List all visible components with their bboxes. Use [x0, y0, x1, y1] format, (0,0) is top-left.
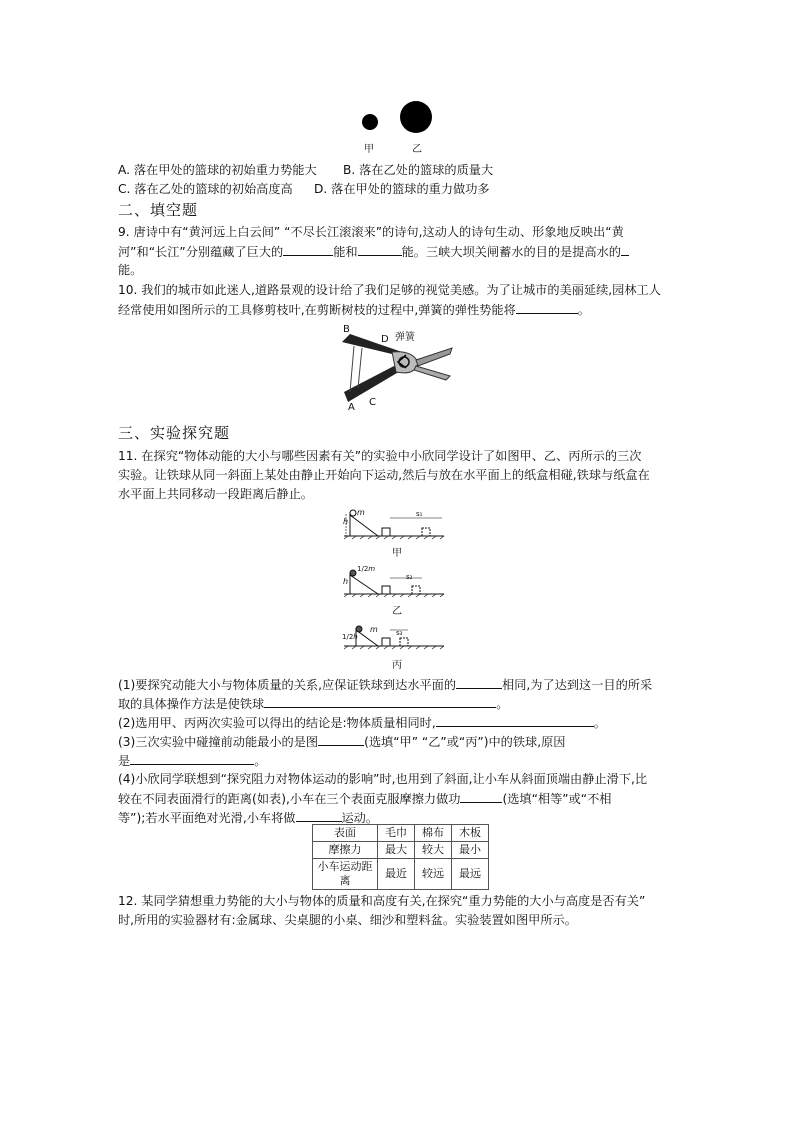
q11-line-1: 11. 在探究“物体动能的大小与哪些因素有关”的实验中小欣同学设计了如图甲、乙、丙所示的三次 [118, 449, 642, 463]
q12-line-1: 12. 某同学猜想重力势能的大小与物体的质量和高度有关,在探究“重力势能的大小与高度是否有关” [118, 894, 646, 908]
q11-line-3: 水平面上共同移动一段距离后静止。 [118, 487, 313, 501]
fig8-label-jia: 甲 [364, 144, 374, 155]
fig10-label-a: A [348, 402, 355, 413]
fig10-label-d: D [381, 334, 389, 345]
ball-mark-yi [400, 101, 432, 133]
q11-p4-line-2: 较在不同表面滑行的距离(如表),小车在三个表面克服摩擦力做功 (选填“相等”或“不相 [118, 789, 683, 809]
q9-line-3: 能。 [118, 263, 143, 277]
fig8-label-yi: 乙 [412, 144, 422, 155]
ball-mark-jia [362, 114, 378, 130]
section-heading-fill-blank: 二、填空题 [118, 201, 199, 219]
fig11-yi-h: h [343, 577, 349, 586]
q12-line-2: 时,所用的实验器材有:金属球、尖桌腿的小桌、细沙和塑料盆。实验装置如图甲所示。 [118, 913, 577, 927]
q9-blank-2[interactable] [358, 242, 402, 256]
table-cell: 最大 [378, 842, 415, 859]
q8-option-b: B. 落在乙处的篮球的质量大 [343, 163, 494, 177]
fig11-label-bing: 丙 [392, 660, 402, 671]
q9-line-2: 河”和“长江”分别蕴藏了巨大的 能和 能。三峡大坝关闸蓄水的目的是提高水的 [118, 242, 683, 262]
q11-p1-blank-2[interactable] [264, 694, 496, 708]
q11-p3-line-1: (3)三次实验中碰撞前动能最小的是图 (选填“甲” “乙”或“丙”)中的铁球,原因 [118, 732, 683, 752]
q11-p3-blank-2[interactable] [130, 751, 254, 765]
table-cell: 棉布 [415, 825, 452, 842]
fig11-label-jia: 甲 [392, 548, 402, 559]
q9-blank-3[interactable] [621, 242, 629, 256]
q11-p1-line-1: (1)要探究动能大小与物体质量的关系,应保证铁球到达水平面的 相同,为了达到这一目的所采 [118, 675, 683, 695]
q11-p1-blank-1[interactable] [456, 675, 502, 689]
q11-p3-blank-1[interactable] [318, 732, 364, 746]
fig11-jia-m: m [357, 508, 365, 517]
table-cell: 小车运动距 离 [313, 859, 378, 890]
table-cell: 较大 [415, 842, 452, 859]
section-heading-experiment: 三、实验探究题 [118, 424, 231, 442]
q11-p2-line: (2)选用甲、丙两次实验可以得出的结论是:物体质量相同时, 。 [118, 713, 683, 733]
table-cell: 最近 [378, 859, 415, 890]
fig11-yi-s2: s₂ [406, 573, 413, 581]
q10-line-2: 经常使用如图所示的工具修剪枝叶,在剪断树枝的过程中,弹簧的弹性势能将 。 [118, 300, 683, 320]
q9-blank-1[interactable] [283, 242, 333, 256]
table-header-row [313, 825, 489, 842]
q10-line-1: 10. 我们的城市如此迷人,道路景观的设计给了我们足够的视觉美感。为了让城市的美丽延续,园林工人 [118, 283, 661, 297]
q8-option-a: A. 落在甲处的篮球的初始重力势能大 [118, 163, 317, 177]
fig11-yi-mass: 1/2m [357, 565, 376, 573]
fig10-label-c: C [369, 397, 376, 408]
table-cell: 最远 [452, 859, 489, 890]
q11-p4-line-1: (4)小欣同学联想到“探究阻力对物体运动的影响”时,也用到了斜面,让小车从斜面顶端由静止滑下,比 [118, 772, 648, 786]
table-row [313, 859, 489, 890]
fig11-bing-m: m [370, 625, 378, 634]
table-row [313, 842, 489, 859]
q8-option-c: C. 落在乙处的篮球的初始高度高 [118, 182, 293, 196]
fig11-bing-height: 1/2h [342, 633, 358, 641]
q10-blank[interactable] [516, 300, 578, 314]
table-cell: 毛巾 [378, 825, 415, 842]
table-cell: 较远 [415, 859, 452, 890]
q9-line-1: 9. 唐诗中有“黄河远上白云间” “不尽长江滚滚来”的诗句,这动人的诗句生动、形象地反映出“黄 [118, 225, 624, 239]
q11-p4-blank-2[interactable] [296, 808, 342, 822]
fig11-label-yi: 乙 [392, 606, 402, 617]
q11-p4-line-3: 等”);若水平面绝对光滑,小车将做 运动。 [118, 808, 683, 828]
q11-p3-line-2: 是 。 [118, 751, 683, 771]
fig10-label-b: B [343, 324, 350, 335]
table-cell: 表面 [313, 825, 378, 842]
table-cell: 最小 [452, 842, 489, 859]
q11-p4-blank-1[interactable] [460, 789, 502, 803]
table-cell: 摩擦力 [313, 842, 378, 859]
q11-line-2: 实验。让铁球从同一斜面上某处由静止开始向下运动,然后与放在水平面上的纸盒相碰,铁球与纸盒在 [118, 468, 650, 482]
q11-p2-blank[interactable] [436, 713, 594, 727]
fig11-jia-s1: s₁ [416, 510, 423, 518]
surface-results-table [312, 824, 489, 890]
fig10-label-spring: 弹簧 [395, 332, 415, 343]
table-cell: 木板 [452, 825, 489, 842]
q11-p1-line-2: 取的具体操作方法是使铁球 。 [118, 694, 683, 714]
q8-option-d: D. 落在甲处的篮球的重力做功多 [314, 182, 490, 196]
fig11-bing-s3: s₃ [396, 629, 403, 637]
fig11-jia-h: h [343, 517, 349, 526]
